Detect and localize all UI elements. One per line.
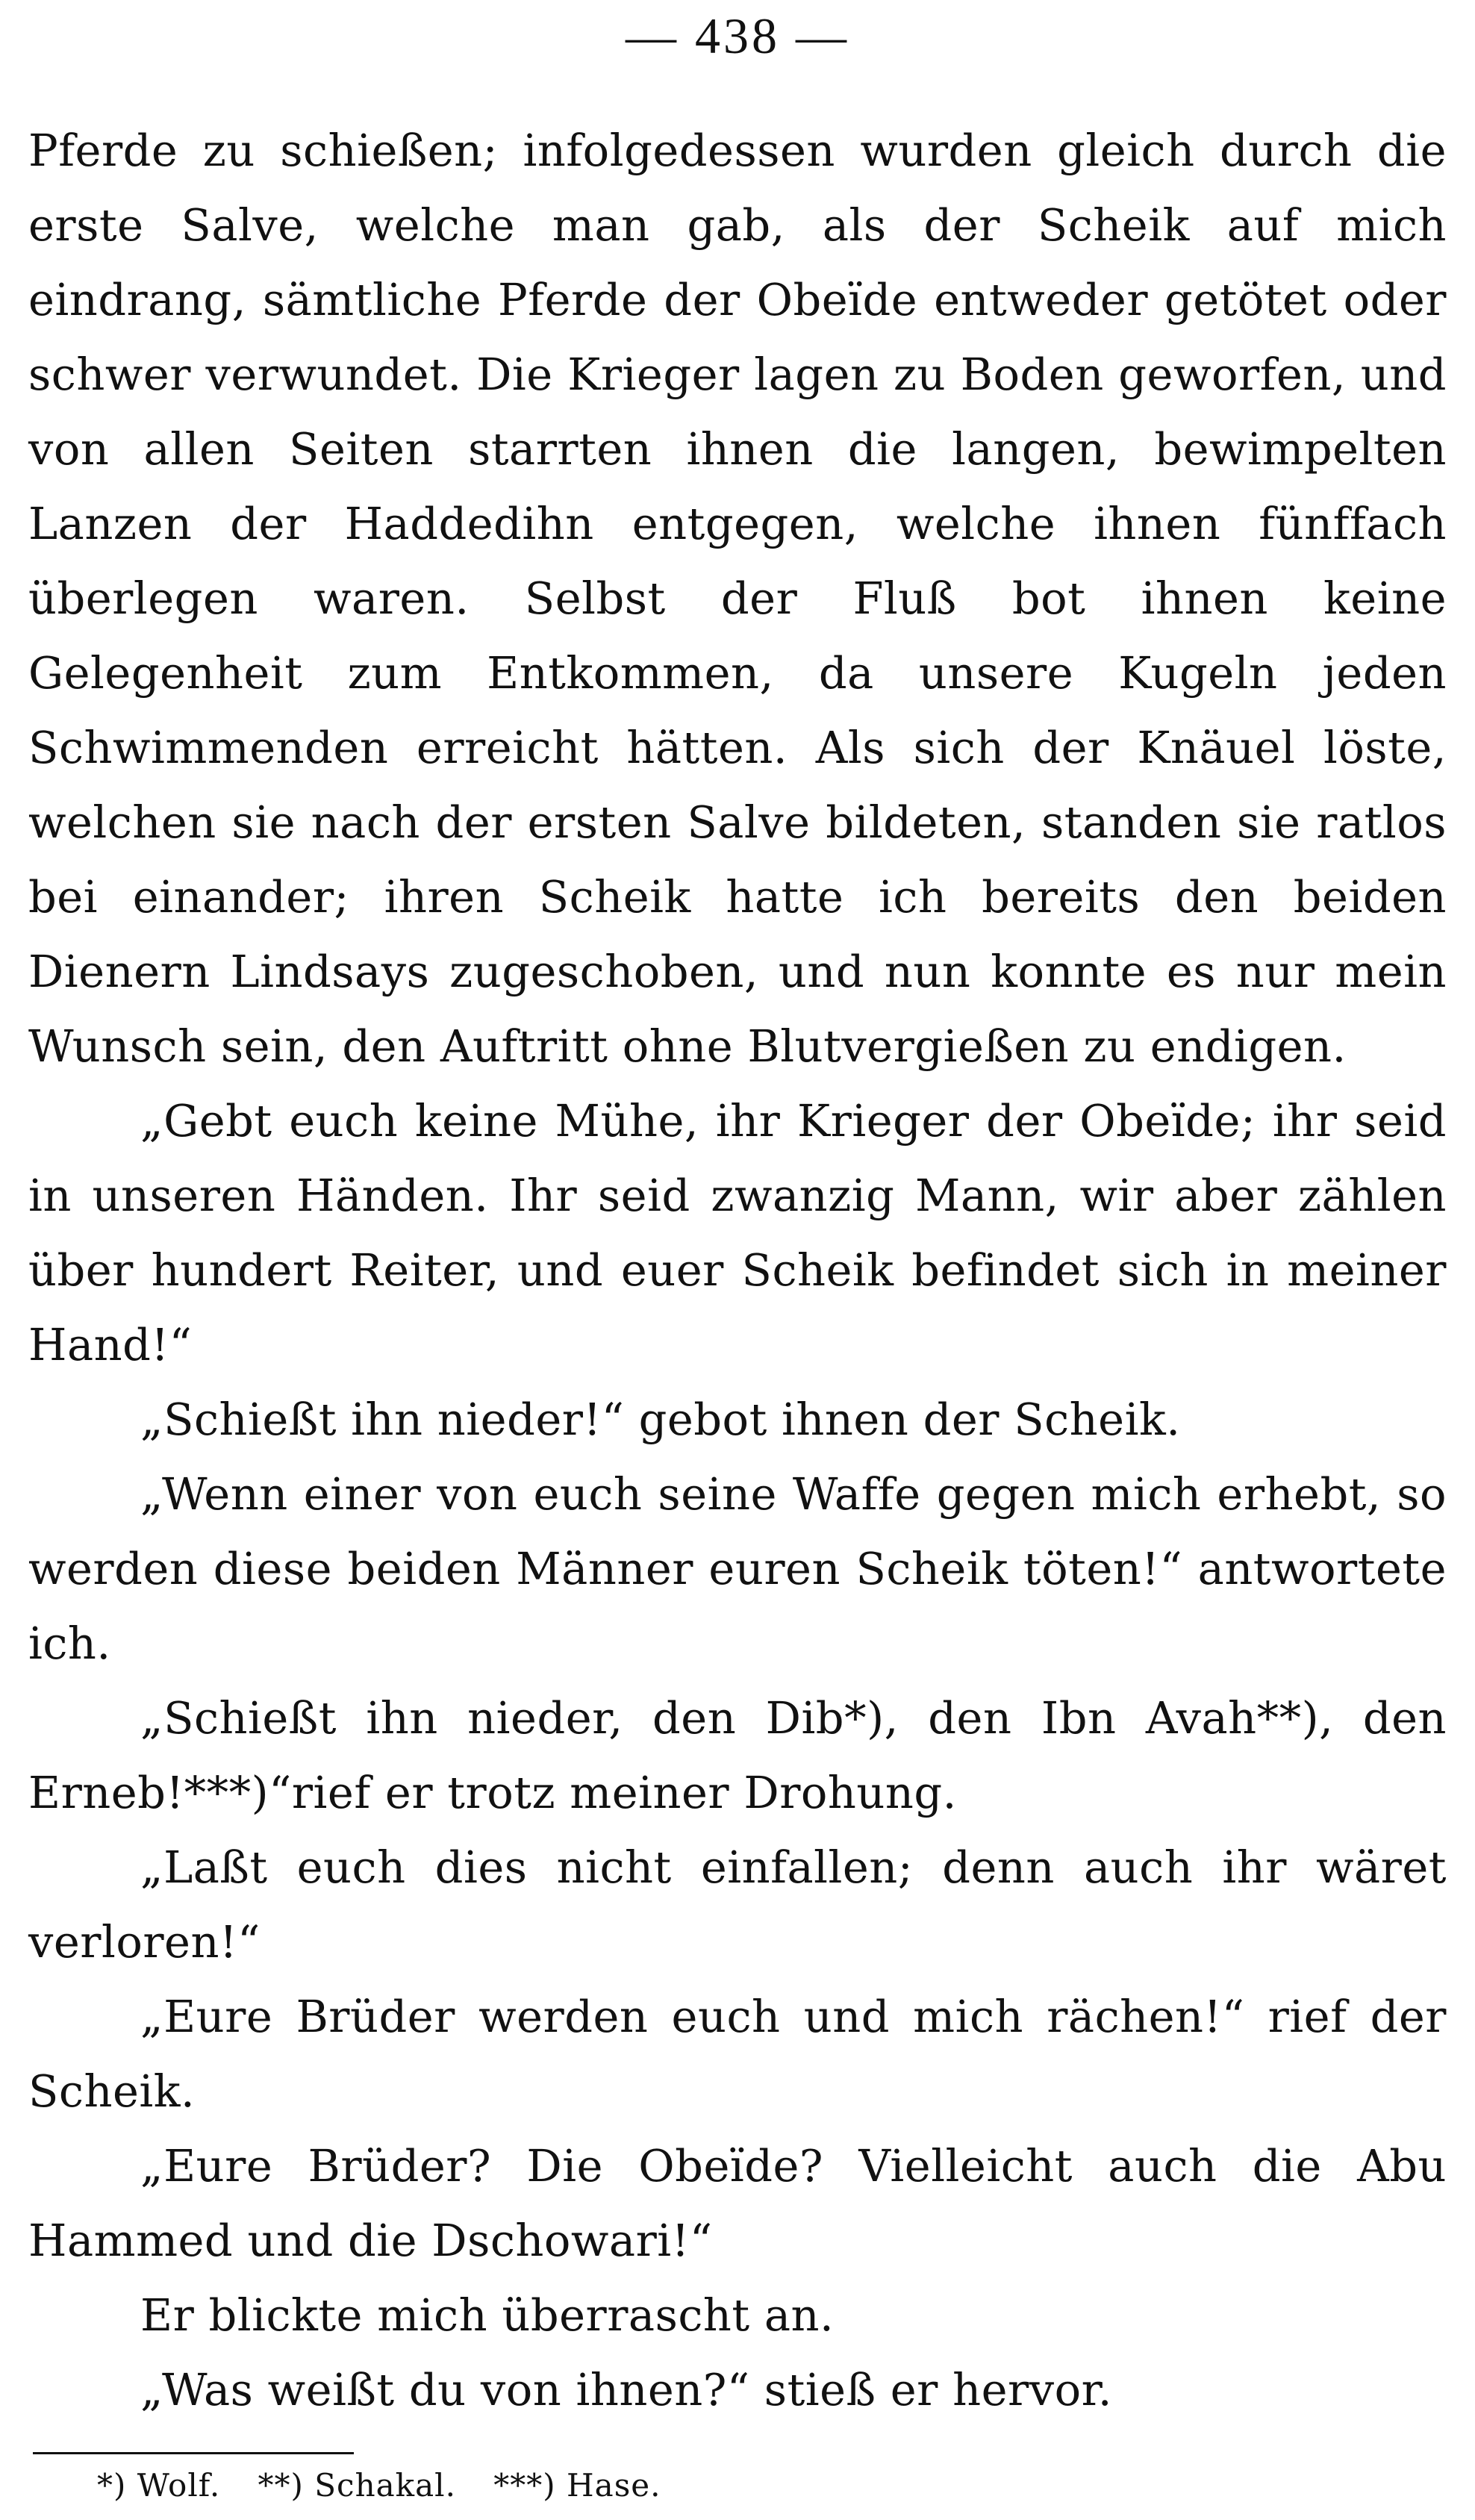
page-number: — 438 —	[626, 7, 849, 64]
footnote: *) Wolf.	[97, 2467, 221, 2504]
paragraph: Pferde zu schießen; infolgedessen wurden gleich durch die erste Salve, welche man gab, als der Scheik auf mich eindrang, sämtliche Pferde der Obeïde entweder getötet oder schwer verwundet. Die Krieger lagen zu Boden geworfen, und von allen Seiten starrten ihnen die langen, bewimpelten Lanzen der Haddedihn entgegen, welche ihnen fünffach überlegen waren. Selbst der Fluß bot ihnen keine Gelegenheit zum Entkommen, da unsere Kugeln jeden Schwimmenden erreicht hätten. Als sich der Knäuel löste, welchen sie nach der ersten Salve bildeten, standen sie ratlos bei einander; ihren Scheik hatte ich bereits den beiden Dienern Lindsays zugeschoben, und nun konnte es nur mein Wunsch sein, den Auftritt ohne Blutvergießen zu endigen.	[28, 125, 1447, 1072]
paragraph: „Schießt ihn nieder, den Dib*), den Ibn Avah**), den Erneb!***)“rief er trotz meiner Drohung.	[28, 1692, 1447, 1818]
footnote: ***) Hase.	[493, 2467, 661, 2504]
paragraph: „Laßt euch dies nicht einfallen; denn auch ihr wäret verloren!“	[28, 1841, 1447, 1968]
footnotes	[97, 2463, 1441, 2508]
paragraph: „Wenn einer von euch seine Waffe gegen mich erhebt, so werden diese beiden Männer euren Scheik töten!“ antwortete ich.	[28, 1468, 1447, 1669]
paragraph: „Eure Brüder? Die Obeïde? Vielleicht auch die Abu Hammed und die Dschowari!“	[28, 2140, 1447, 2266]
footnote-divider	[33, 2452, 354, 2454]
body-text	[28, 113, 1447, 2427]
paragraph: „Gebt euch keine Mühe, ihr Krieger der Obeïde; ihr seid in unseren Händen. Ihr seid zwanzig Mann, wir aber zählen über hundert Reiter, und euer Scheik befindet sich in meiner Hand!“	[28, 1095, 1447, 1370]
paragraph: Er blickte mich überrascht an.	[140, 2289, 835, 2341]
paragraph: „Eure Brüder werden euch und mich rächen!“ rief der Scheik.	[28, 1991, 1447, 2117]
footnote: **) Schakal.	[258, 2467, 456, 2504]
paragraph: „Schießt ihn nieder!“ gebot ihnen der Scheik.	[140, 1394, 1181, 1445]
paragraph: „Was weißt du von ihnen?“ stieß er hervor.	[140, 2364, 1113, 2415]
